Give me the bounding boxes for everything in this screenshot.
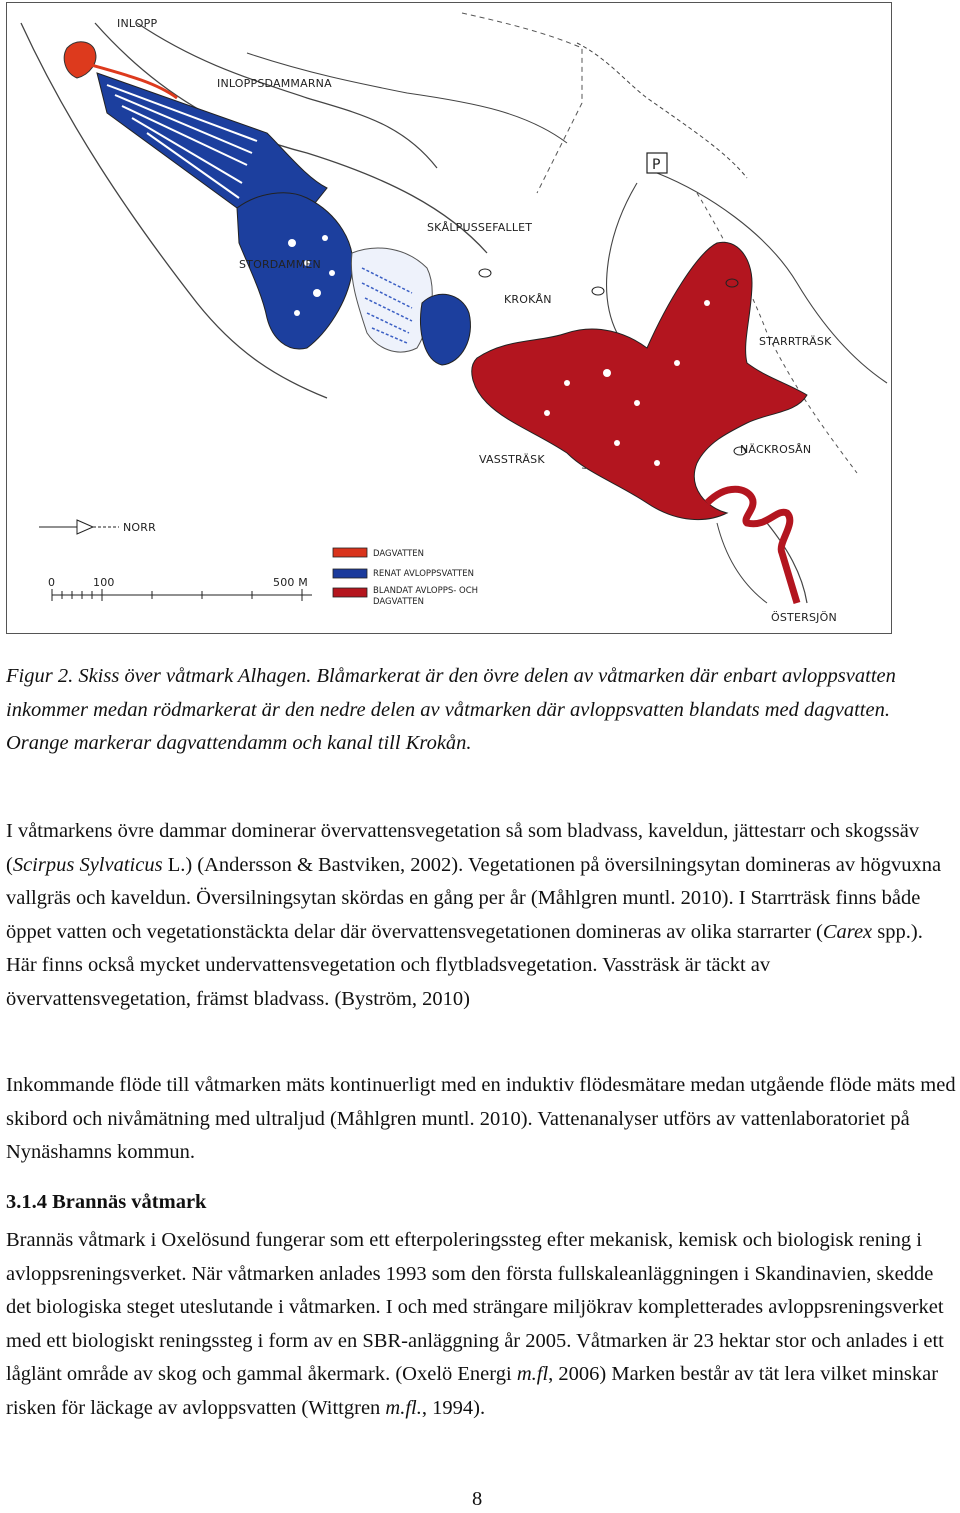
outlet-meander <box>707 489 797 603</box>
inlet-stormwater-pond <box>64 42 96 78</box>
label-nackrosan: NÄCKROSÅN <box>740 443 812 456</box>
label-vasstrask: VASSTRÄSK <box>479 453 545 466</box>
label-stordammen: STORDAMMEN <box>239 258 321 271</box>
scale-hundred: 100 <box>93 576 115 589</box>
legend-label-blandat-2: DAGVATTEN <box>373 597 425 607</box>
label-inlopp: INLOPP <box>117 17 158 30</box>
legend-label-dagvatten: DAGVATTEN <box>373 549 425 559</box>
para2-text: Inkommande flöde till våtmarken mäts kontinuerligt med en induktiv flödesmätare medan utgående flöde mäts med skibord och nivåmätning med ultraljud (Måhlgren muntl. 2010). Vattenanalyser utförs av vattenlaboratoriet på Nynäshamns kommun. <box>6 1074 956 1163</box>
para3-text-2: , 2006) Marken består av tät lera vilket minskar risken för läckage av avloppsvatten (Wittgren <box>6 1363 939 1419</box>
scale-zero: 0 <box>48 576 56 589</box>
para3-text-1: Brannäs våtmark i Oxelösund fungerar som ett efterpoleringssteg efter mekanisk, kemisk och biologisk rening i avloppsreningsverket. När våtmarken anlades 1993 som den första fullskaleanläggningen i Skandinavien, skedde det biologiska steget uteslutande i våtmarken. I och med strängare miljökrav kompletterades avloppsreningsverket med ett biologiskt reningssteg i form av en SBR-anläggning år 2005. Våtmarken är 23 hektar stor och anlades i ett låglänt område av skog och gammal åkermark. (Oxelö Energi <box>6 1229 944 1385</box>
figure-caption <box>6 660 956 761</box>
paragraph-vegetation <box>6 815 956 1016</box>
para1-species: Scirpus Sylvaticus <box>12 853 163 876</box>
para3-etal-2: m.fl. <box>385 1396 422 1419</box>
caption-text: Skiss över våtmark Alhagen. Blåmarkerat är den övre delen av våtmarken där enbart avloppsvatten inkommer medan rödmarkerat är den nedre delen av våtmarken där avloppsvatten blandats med dagvatten. Orange markerar dagvattendamm och kanal till Krokån. <box>6 665 896 754</box>
para1-text-1: I våtmarkens övre dammar dominerar övervattensvegetation så som bladvass, kaveldun, jättestarr och skogssäv ( <box>6 820 920 876</box>
paragraph-brannas <box>6 1224 956 1425</box>
scale-five-hundred: 500 M <box>273 576 308 589</box>
label-norr: NORR <box>123 521 156 534</box>
label-inloppsdammarna: INLOPPSDAMMARNA <box>217 77 332 90</box>
section-heading: 3.1.4 Brannäs våtmark <box>6 1191 207 1213</box>
wetland-map-figure <box>6 2 892 634</box>
para3-text-3: , 1994). <box>421 1396 486 1419</box>
legend-label-blandat-1: BLANDAT AVLOPPS- OCH <box>373 586 479 596</box>
wetland-map-drawing <box>7 3 893 635</box>
caption-label: Figur 2. <box>6 665 74 687</box>
label-ostersjon: ÖSTERSJÖN <box>771 611 837 624</box>
scale-bar <box>52 589 312 601</box>
label-krokan: KROKÅN <box>504 293 552 306</box>
mixed-water-wetland <box>472 242 807 519</box>
para3-etal-1: m.fl <box>516 1363 549 1385</box>
legend-swatch-dagvatten <box>333 548 367 557</box>
map-legend <box>333 548 367 597</box>
blue-pond-small <box>421 294 471 365</box>
parking-label: P <box>652 157 661 173</box>
legend-swatch-renat <box>333 569 367 578</box>
legend-label-renat: RENAT AVLOPPSVATTEN <box>373 569 474 579</box>
page-number: 8 <box>472 1488 483 1510</box>
para1-text-3: spp.). Här finns också mycket undervattensvegetation och flytbladsvegetation. Vassträsk är täckt av övervattensvegetation, främst bladvass. (Byström, 2010) <box>6 920 923 1010</box>
paragraph-flow-measurement <box>6 1069 956 1170</box>
label-starrtrask: STARRTRÄSK <box>759 335 832 348</box>
legend-swatch-blandat <box>333 588 367 597</box>
north-arrow-icon <box>39 520 119 534</box>
para1-text-2: L.) (Andersson & Bastviken, 2002). Vegetationen på översilningsytan domineras av högvuxna vallgräs och kaveldun. Översilningsytan skördas en gång per år (Måhlgren muntl. 2010). I Starrträsk finns både öppet vatten och vegetationstäckta delar där övervattensvegetationen domineras av olika starrarter ( <box>6 853 942 943</box>
label-skalpussefallet: SKÅLPUSSEFALLET <box>427 221 533 234</box>
para1-genus: Carex <box>822 920 873 943</box>
